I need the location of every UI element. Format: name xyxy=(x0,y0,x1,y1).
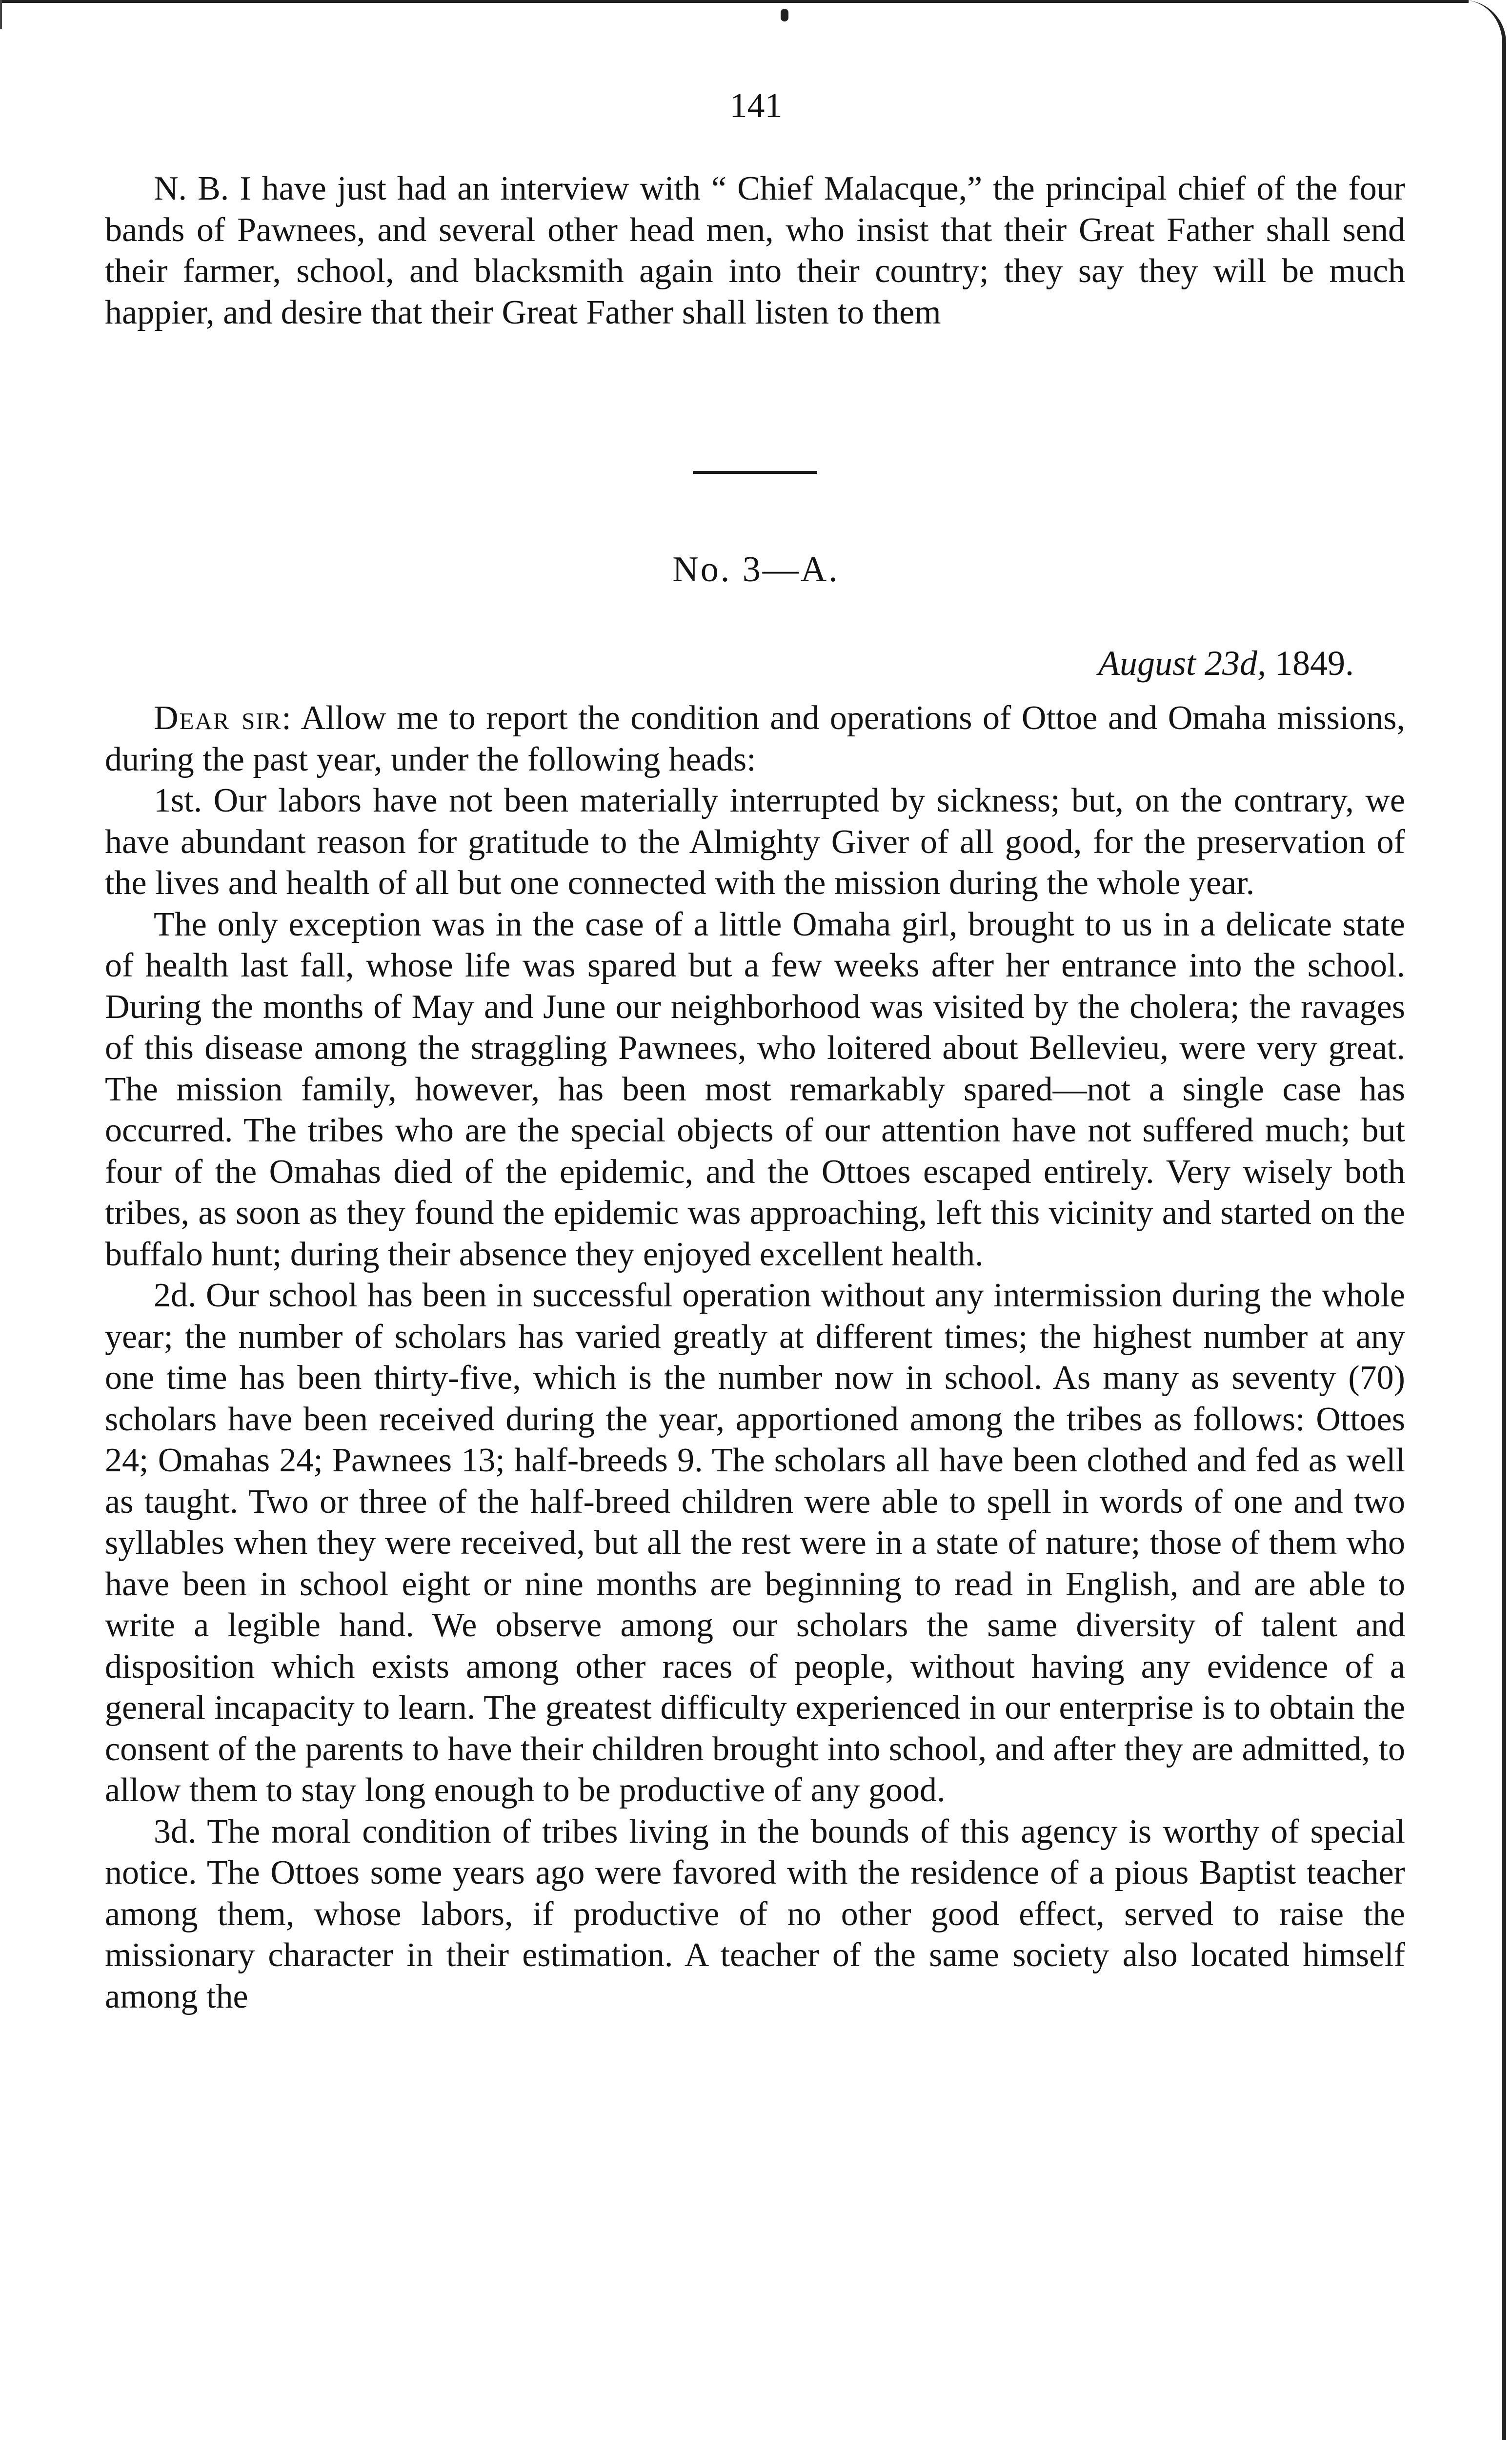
section-divider xyxy=(693,471,817,474)
page-top-edge xyxy=(0,0,1469,9)
letter-paragraph-4: 3d. The moral condition of tribes living in the bounds of this agency is worthy of special notice. The Ottoes some years ago were favored with the residence of a pious Baptist teacher among them, whose labors, if productive of no other good effect, served to raise the missionary character in their estimation. A teacher of the same society also located himself among the xyxy=(105,1812,1405,2015)
page-right-edge xyxy=(1463,0,1506,2440)
letter-date xyxy=(105,643,1354,684)
letter-paragraph-2: The only exception was in the case of a little Omaha girl, brought to us in a delicate state of health last fall, whose life was spared but a few weeks after her entrance into the school. During the months of May and June our neighborhood was visited by the cholera; the ravages of this disease among the straggling Pawnees, who loitered about Bellevieu, were very great. The mission family, however, has been most remarkably spared—not a single case has occurred. The tribes who are the special objects of our attention have not suffered much; but four of the Omahas died of the epidemic, and the Ottoes escaped entirely. Very wisely both tribes, as soon as they found the epidemic was approaching, left this vicinity and started on the buffalo hunt; during their absence they enjoyed excellent health. xyxy=(105,905,1405,1273)
letter-paragraph-1: 1st. Our labors have not been materially interrupted by sickness; but, on the contrary, we have abundant reason for gratitude to the Almighty Giver of all good, for the preservation of the lives and health of all but one connected with the mission during the whole year. xyxy=(105,782,1405,902)
page-corner-mark xyxy=(0,0,8,29)
page-number: 141 xyxy=(729,86,783,125)
date-month-day: August 23d, xyxy=(1098,644,1266,683)
section-heading: No. 3—A. xyxy=(672,549,840,590)
nb-label: N. B. xyxy=(154,170,229,207)
letter-body xyxy=(105,698,1405,2017)
nb-paragraph xyxy=(105,168,1405,333)
date-year: 1849. xyxy=(1275,644,1354,683)
salutation: Dear sir: xyxy=(154,699,292,737)
letter-paragraph-3: 2d. Our school has been in successful operation without any intermission during the whole year; the number of scholars has varied greatly at different times; the highest number at any one time has been thirty-five, which is the number now in school. As many as seventy (70) scholars have been received during the year, apportioned among the tribes as follows: Ottoes 24; Omahas 24; Pawnees 13; half-breeds 9. The scholars all have been clothed and fed as well as taught. Two or three of the half-breed children were able to spell in words of one and two syllables when they were received, but all the rest were in a state of nature; those of them who have been in school eight or nine months are beginning to read in English, and are able to write a legible hand. We observe among our scholars the same diversity of talent and disposition which exists among other races of people, without having any evidence of a general incapacity to learn. The greatest difficulty experienced in our enterprise is to obtain the consent of the parents to have their children brought into school, and after they are admitted, to allow them to stay long enough to be productive of any good. xyxy=(105,1277,1405,1809)
nb-text: I have just had an interview with “ Chief Malacque,” the principal chief of the four bands of Pawnees, and several other head men, who insist that their Great Father shall send their farmer, school, and blacksmith again into their country; they say they will be much happier, and desire that their Great Father shall listen to them xyxy=(105,170,1405,331)
binding-dot xyxy=(781,9,788,21)
letter-intro-paragraph xyxy=(105,698,1405,780)
intro-text: Allow me to report the condition and operations of Ottoe and Omaha missions, during the past year, under the following heads: xyxy=(105,699,1406,778)
